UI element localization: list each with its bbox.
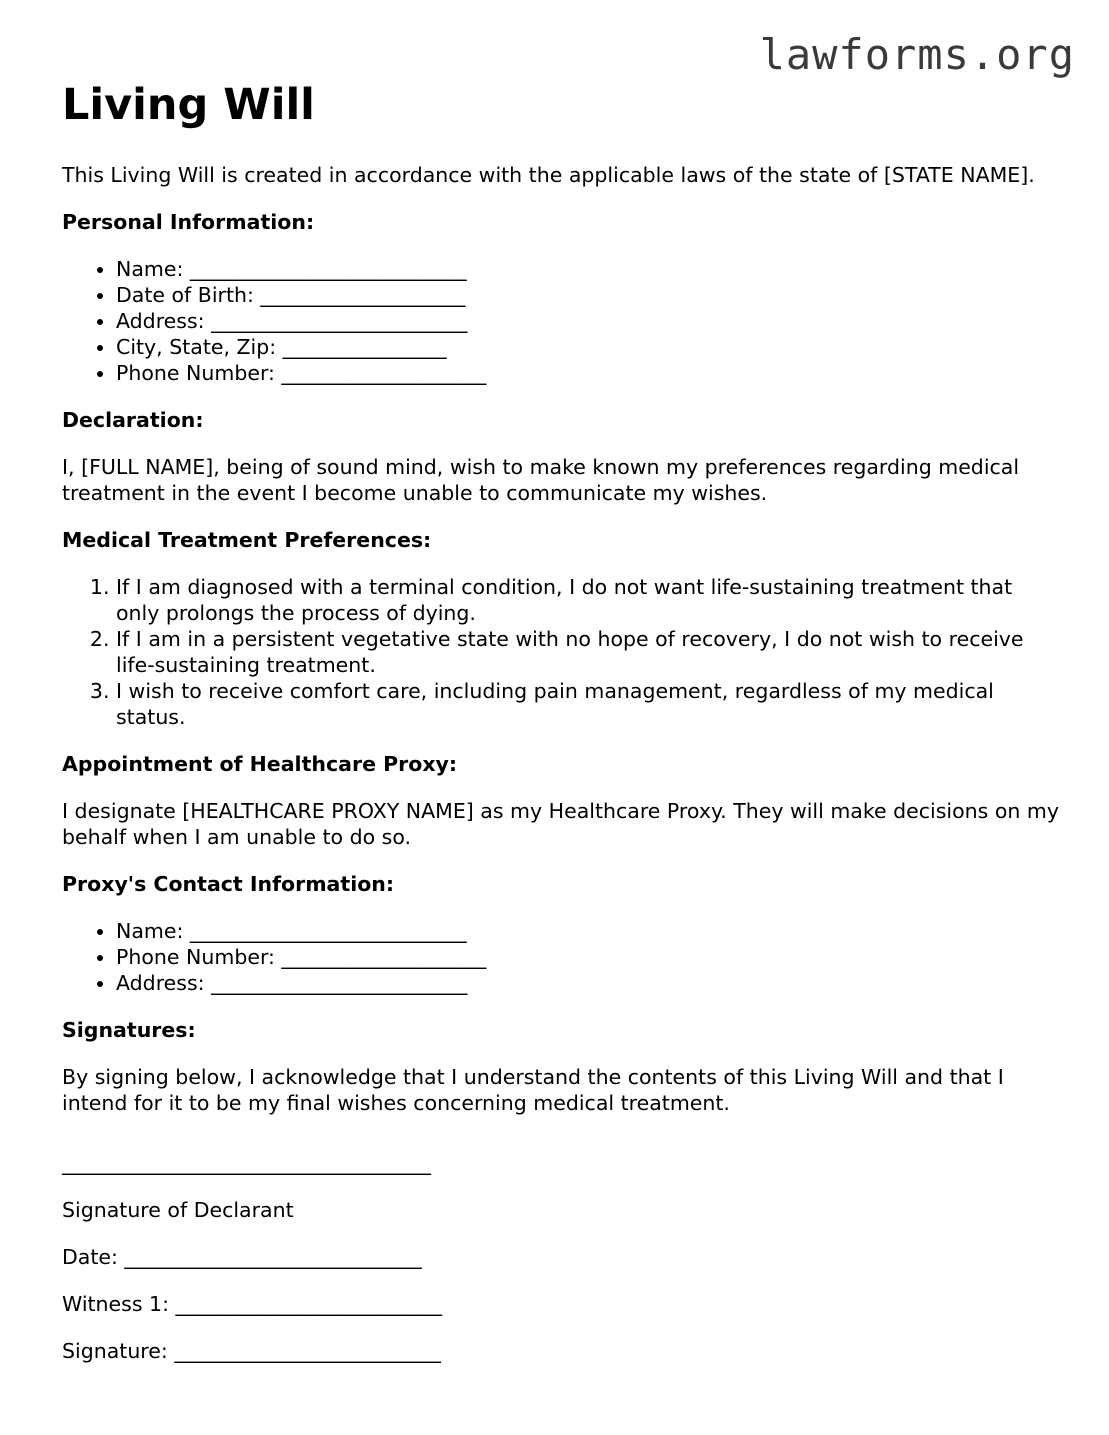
list-item: • Date of Birth: ____________________ bbox=[116, 282, 1062, 308]
preferences-list bbox=[62, 574, 1062, 730]
list-item: • City, State, Zip: ________________ bbox=[116, 334, 1062, 360]
preferences-heading: Medical Treatment Preferences: bbox=[62, 528, 432, 552]
list-item: • Phone Number: ____________________ bbox=[116, 360, 1062, 386]
list-item: 3. I wish to receive comfort care, including pain management, regardless of my medical status. bbox=[116, 678, 1062, 730]
list-item: 1. If I am diagnosed with a terminal condition, I do not want life-sustaining treatment that only prolongs the process of dying. bbox=[116, 574, 1062, 626]
proxy-heading: Appointment of Healthcare Proxy: bbox=[62, 752, 458, 776]
witness1-signature-field: Signature: __________________________ bbox=[62, 1339, 441, 1363]
personal-info-list bbox=[62, 256, 1062, 386]
declarant-signature-line: ____________________________________ bbox=[62, 1151, 431, 1175]
declaration-paragraph: I, [FULL NAME], being of sound mind, wish to make known my preferences regarding medical treatment in the event I become unable to communicate my wishes. bbox=[62, 455, 1020, 505]
list-item: • Address: _________________________ bbox=[116, 970, 1062, 996]
declarant-label: Signature of Declarant bbox=[62, 1198, 294, 1222]
list-item: • Name: ___________________________ bbox=[116, 256, 1062, 282]
list-item: • Name: ___________________________ bbox=[116, 918, 1062, 944]
document-page bbox=[62, 80, 1062, 1385]
list-item: 2. If I am in a persistent vegetative state with no hope of recovery, I do not wish to receive life-sustaining treatment. bbox=[116, 626, 1062, 678]
proxy-paragraph: I designate [HEALTHCARE PROXY NAME] as my Healthcare Proxy. They will make decisions on my behalf when I am unable to do so. bbox=[62, 799, 1059, 849]
proxy-contact-list bbox=[62, 918, 1062, 996]
witness1-field: Witness 1: __________________________ bbox=[62, 1292, 443, 1316]
signatures-paragraph: By signing below, I acknowledge that I understand the contents of this Living Will and that I intend for it to be my final wishes concerning medical treatment. bbox=[62, 1065, 1004, 1115]
personal-info-heading: Personal Information: bbox=[62, 210, 315, 234]
list-item: • Address: _________________________ bbox=[116, 308, 1062, 334]
proxy-contact-heading: Proxy's Contact Information: bbox=[62, 872, 395, 896]
date-field: Date: _____________________________ bbox=[62, 1245, 422, 1269]
page-title: Living Will bbox=[62, 80, 315, 130]
intro-paragraph: This Living Will is created in accordance with the applicable laws of the state of [STATE NAME]. bbox=[62, 163, 1035, 187]
list-item: • Phone Number: ____________________ bbox=[116, 944, 1062, 970]
signatures-heading: Signatures: bbox=[62, 1018, 196, 1042]
watermark-logo: lawforms.org bbox=[759, 30, 1075, 79]
declaration-heading: Declaration: bbox=[62, 408, 204, 432]
